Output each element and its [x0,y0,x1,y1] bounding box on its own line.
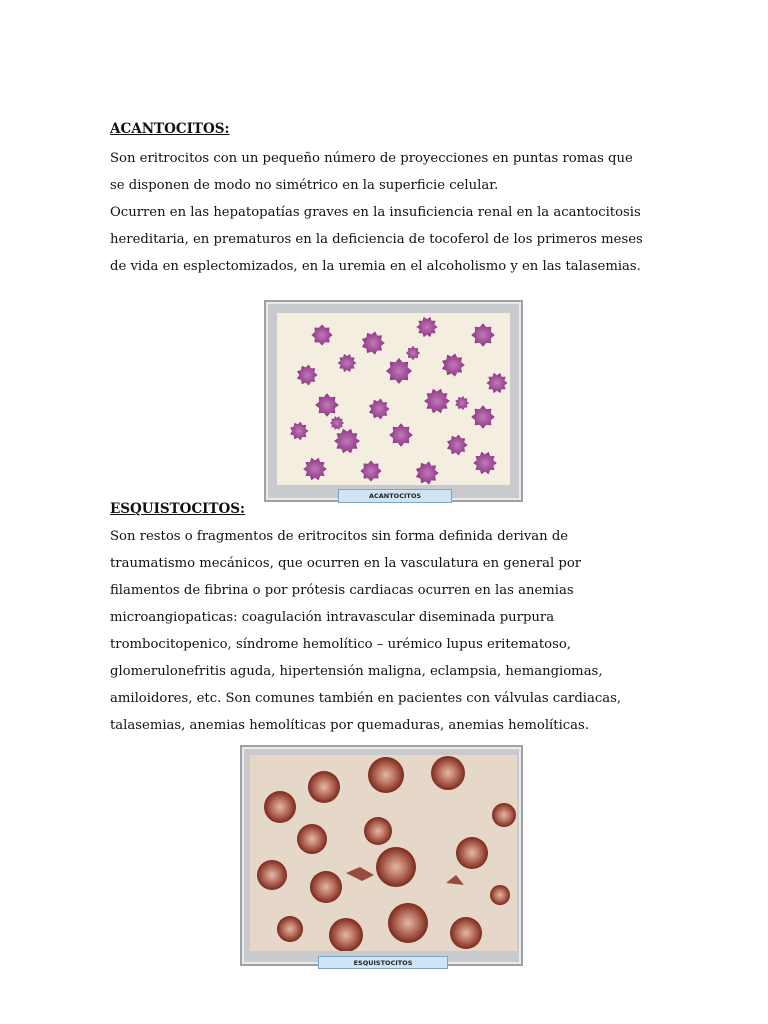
acanthocyte-cell [386,358,412,384]
erythrocyte-cell [431,756,465,790]
paragraph-esquistocitos-definition [110,523,658,739]
acantocitos-image [264,300,523,502]
section-heading-esquistocitos: ESQUISTOCITOS: [110,501,246,517]
section-heading-acantocitos: ACANTOCITOS: [110,121,230,137]
acanthocyte-cell [311,324,332,345]
text-line: hereditaria, en prematuros en la deficiencia de tocoferol de los primeros meses [110,232,643,247]
text-line: traumatismo mecánicos, que ocurren en la vasculatura en general por [110,556,582,571]
erythrocyte-cell [297,824,327,854]
erythrocyte-cell [310,871,342,903]
acantocitos-micrograph [277,313,510,485]
erythrocyte-cell [364,817,392,845]
text-line: microangiopaticas: coagulación intravascular diseminada purpura [110,610,555,625]
acanthocyte-cell [360,460,381,481]
acanthocyte-cell [389,423,413,447]
erythrocyte-cell [492,803,516,827]
erythrocyte-cell [257,860,287,890]
text-line: Ocurren en las hepatopatías graves en la insuficiencia renal en la acantocitosis [110,205,641,220]
text-line: amiloidores, etc. Son comunes también en pacientes con válvulas cardiacas, [110,691,622,706]
erythrocyte-cell [277,916,303,942]
acanthocyte-cell [406,346,420,360]
erythrocyte-cell [308,771,340,803]
erythrocyte-cell [264,791,296,823]
erythrocyte-cell [376,847,416,887]
image-caption-esquistocitos: ESQUISTOCITOS [318,956,448,969]
text-line: glomerulonefritis aguda, hipertensión maligna, eclampsia, hemangiomas, [110,664,603,679]
acanthocyte-cell [471,323,495,347]
acanthocyte-cell [471,405,495,429]
text-line: talasemias, anemias hemolíticas por quemaduras, anemias hemolíticas. [110,718,589,733]
text-line: Son eritrocitos con un pequeño número de proyecciones en puntas romas que [110,151,633,166]
paragraph-acantocitos-causes [110,199,658,280]
erythrocyte-cell [368,757,404,793]
esquistocitos-micrograph [250,755,517,951]
esquistocitos-image [240,745,523,966]
paragraph-acantocitos-definition [110,145,658,199]
text-line: trombocitopenico, síndrome hemolítico – urémico lupus eritematoso, [110,637,571,652]
image-caption-acantocitos: ACANTOCITOS [338,489,452,503]
text-line: Son restos o fragmentos de eritrocitos sin forma definida derivan de [110,529,569,544]
erythrocyte-cell [456,837,488,869]
text-line: se disponen de modo no simétrico en la superficie celular. [110,178,499,193]
acanthocyte-cell [315,393,339,417]
erythrocyte-cell [450,917,482,949]
text-line: de vida en esplectomizados, en la uremia en el alcoholismo y en las talasemias. [110,259,641,274]
erythrocyte-cell [490,885,510,905]
erythrocyte-cell [329,918,363,951]
erythrocyte-cell [388,903,428,943]
text-line: filamentos de fibrina o por prótesis cardiacas ocurren en las anemias [110,583,574,598]
